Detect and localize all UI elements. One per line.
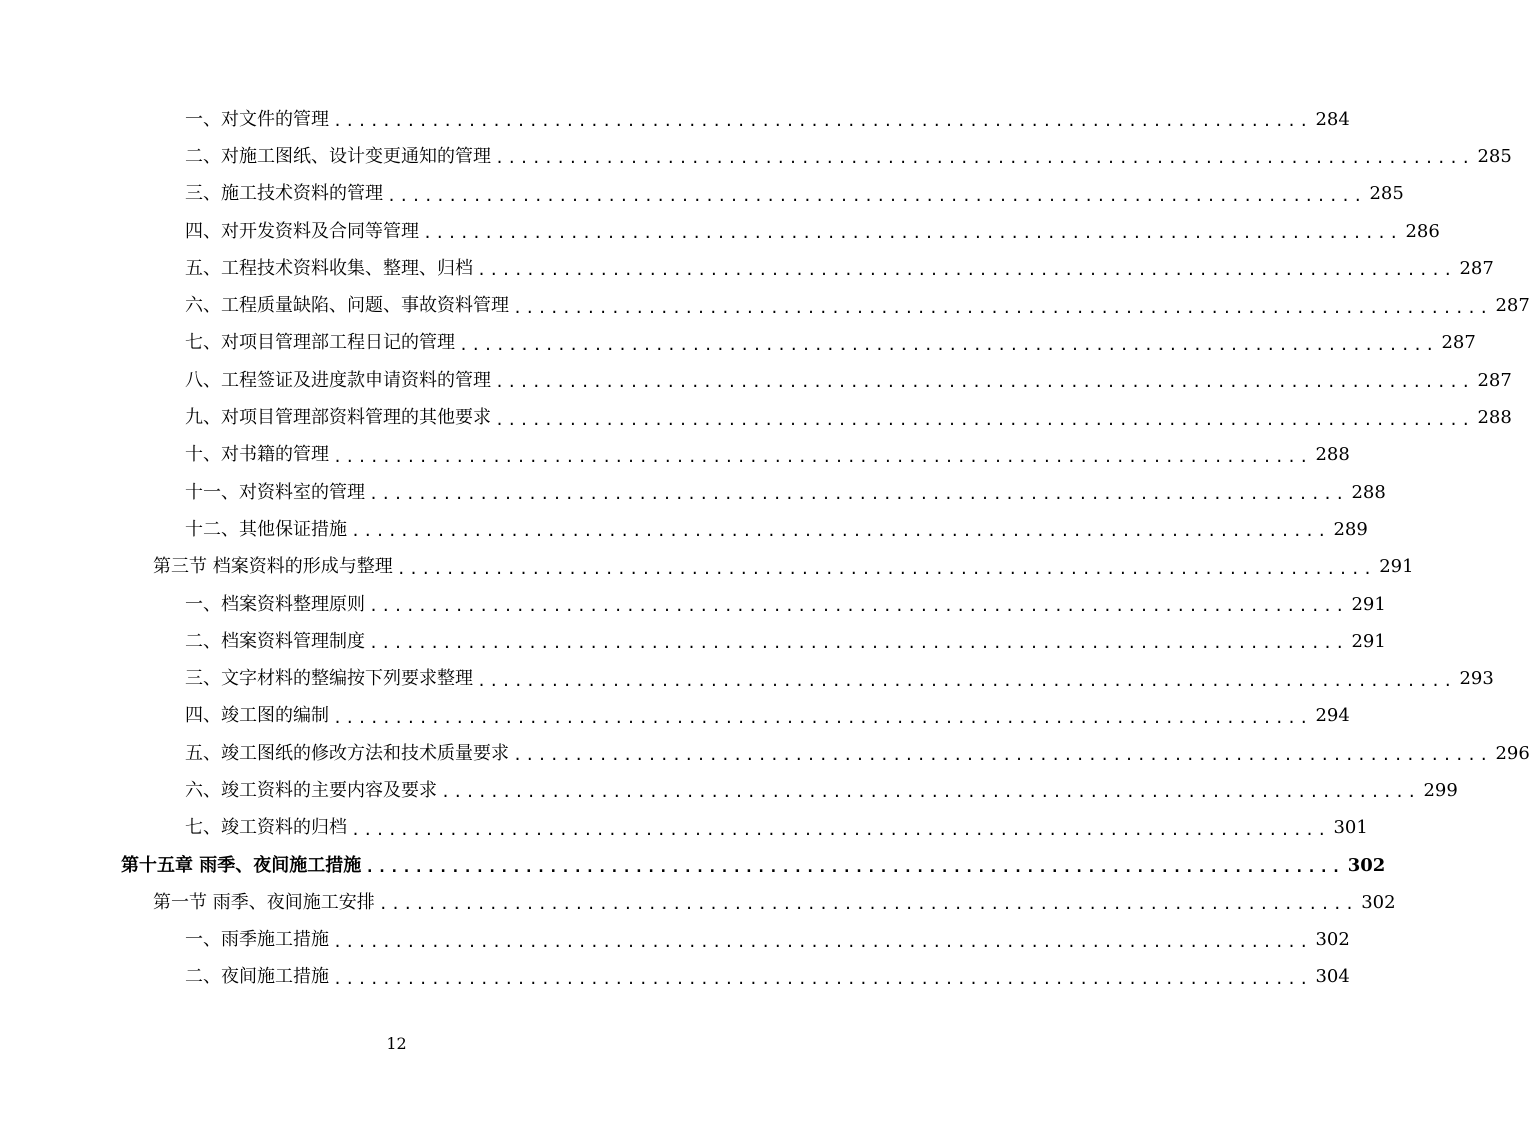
toc-dot-leader: ................................................................................: [513, 298, 1492, 317]
toc-entry-title: 第十五章 雨季、夜间施工措施: [121, 854, 362, 876]
toc-dot-leader: ................................................................................: [441, 783, 1420, 802]
toc-section-entry: [0, 884, 1396, 921]
toc-entry-page: 302: [1361, 891, 1396, 913]
toc-item-entry: [0, 810, 1368, 847]
toc-dot-leader: ................................................................................: [477, 261, 1456, 280]
toc-dot-leader: ................................................................................: [495, 410, 1474, 429]
toc-dot-leader: ................................................................................: [495, 149, 1474, 168]
toc-item-entry: [0, 325, 1476, 362]
toc-entry-page: 289: [1333, 518, 1368, 540]
page-number: 12: [386, 1034, 407, 1053]
toc-dot-leader: ................................................................................: [333, 447, 1312, 466]
toc-item-entry: [0, 362, 1512, 399]
toc-entry-page: 288: [1477, 407, 1512, 429]
toc-item-entry: [0, 586, 1386, 623]
toc-dot-leader: ................................................................................: [333, 708, 1312, 727]
toc-entry-page: 287: [1441, 332, 1476, 354]
toc-item-entry: [0, 250, 1494, 287]
toc-item-entry: [0, 959, 1350, 996]
toc-entry-title: 十二、其他保证措施: [185, 518, 347, 540]
toc-entry-page: 291: [1379, 556, 1414, 578]
toc-entry-page: 304: [1315, 966, 1350, 988]
toc-entry-title: 三、施工技术资料的管理: [185, 183, 383, 205]
toc-dot-leader: ................................................................................: [513, 746, 1492, 765]
toc-entry-title: 七、竣工资料的归档: [185, 817, 347, 839]
toc-dot-leader: ................................................................................: [369, 634, 1348, 653]
toc-entry-title: 五、工程技术资料收集、整理、归档: [185, 257, 473, 279]
toc-entry-page: 296: [1495, 742, 1530, 764]
toc-dot-leader: ................................................................................: [333, 932, 1312, 951]
toc-dot-leader: ................................................................................: [369, 485, 1348, 504]
toc-dot-leader: ................................................................................: [333, 969, 1312, 988]
toc-entry-page: 301: [1333, 817, 1368, 839]
toc-item-entry: [0, 660, 1494, 697]
toc-entry-title: 一、对文件的管理: [185, 108, 329, 130]
toc-entry-title: 二、夜间施工措施: [185, 966, 329, 988]
toc-entry-title: 第一节 雨季、夜间施工安排: [153, 891, 375, 913]
toc-dot-leader: ................................................................................: [365, 858, 1344, 877]
toc-entry-title: 二、档案资料管理制度: [185, 630, 365, 652]
toc-item-entry: [0, 213, 1440, 250]
toc-dot-leader: ................................................................................: [387, 186, 1366, 205]
toc-item-entry: [0, 772, 1458, 809]
toc-entry-title: 五、竣工图纸的修改方法和技术质量要求: [185, 742, 509, 764]
toc-dot-leader: ................................................................................: [423, 224, 1402, 243]
toc-entry-page: 293: [1459, 668, 1494, 690]
toc-entry-page: 288: [1315, 444, 1350, 466]
toc-item-entry: [0, 735, 1530, 772]
toc-entry-title: 三、文字材料的整编按下列要求整理: [185, 668, 473, 690]
toc-entry-page: 288: [1351, 481, 1386, 503]
toc-entry-page: 291: [1351, 593, 1386, 615]
toc-dot-leader: ................................................................................: [351, 820, 1330, 839]
toc-entry-title: 十一、对资料室的管理: [185, 481, 365, 503]
toc-entry-page: 302: [1315, 929, 1350, 951]
toc-entry-title: 八、工程签证及进度款申请资料的管理: [185, 369, 491, 391]
toc-entry-title: 二、对施工图纸、设计变更通知的管理: [185, 145, 491, 167]
toc-entry-page: 285: [1369, 183, 1404, 205]
toc-entry-title: 四、竣工图的编制: [185, 705, 329, 727]
toc-item-entry: [0, 922, 1350, 959]
toc-dot-leader: ................................................................................: [459, 335, 1438, 354]
toc-entry-title: 一、档案资料整理原则: [185, 593, 365, 615]
toc-item-entry: [0, 437, 1350, 474]
toc-dot-leader: ................................................................................: [351, 522, 1330, 541]
toc-entry-page: 286: [1405, 220, 1440, 242]
toc-entry-title: 十、对书籍的管理: [185, 444, 329, 466]
toc-entry-page: 299: [1423, 779, 1458, 801]
toc-entry-page: 287: [1459, 257, 1494, 279]
toc-dot-leader: ................................................................................: [495, 373, 1474, 392]
toc-entry-title: 九、对项目管理部资料管理的其他要求: [185, 407, 491, 429]
table-of-contents: [0, 101, 1530, 996]
toc-item-entry: [0, 138, 1512, 175]
toc-entry-page: 291: [1351, 630, 1386, 652]
toc-dot-leader: ................................................................................: [396, 559, 1376, 578]
toc-entry-title: 六、工程质量缺陷、问题、事故资料管理: [185, 295, 509, 317]
toc-section-entry: [0, 549, 1414, 586]
toc-entry-page: 284: [1315, 108, 1350, 130]
toc-entry-page: 294: [1315, 705, 1350, 727]
toc-entry-title: 第三节 档案资料的形成与整理: [153, 556, 393, 578]
toc-dot-leader: ................................................................................: [378, 895, 1358, 914]
toc-item-entry: [0, 474, 1386, 511]
toc-chapter-entry: [0, 847, 1386, 884]
toc-entry-title: 六、竣工资料的主要内容及要求: [185, 779, 437, 801]
toc-item-entry: [0, 399, 1512, 436]
toc-entry-title: 七、对项目管理部工程日记的管理: [185, 332, 455, 354]
toc-entry-page: 287: [1477, 369, 1512, 391]
toc-item-entry: [0, 101, 1350, 138]
toc-item-entry: [0, 176, 1404, 213]
toc-dot-leader: ................................................................................: [477, 671, 1456, 690]
toc-item-entry: [0, 623, 1386, 660]
toc-entry-title: 四、对开发资料及合同等管理: [185, 220, 419, 242]
toc-entry-page: 285: [1477, 145, 1512, 167]
toc-item-entry: [0, 511, 1368, 548]
toc-entry-title: 一、雨季施工措施: [185, 929, 329, 951]
toc-item-entry: [0, 698, 1350, 735]
toc-entry-page: 302: [1347, 854, 1386, 876]
toc-dot-leader: ................................................................................: [333, 112, 1312, 131]
toc-entry-page: 287: [1495, 295, 1530, 317]
toc-item-entry: [0, 287, 1530, 324]
toc-dot-leader: ................................................................................: [369, 597, 1348, 615]
